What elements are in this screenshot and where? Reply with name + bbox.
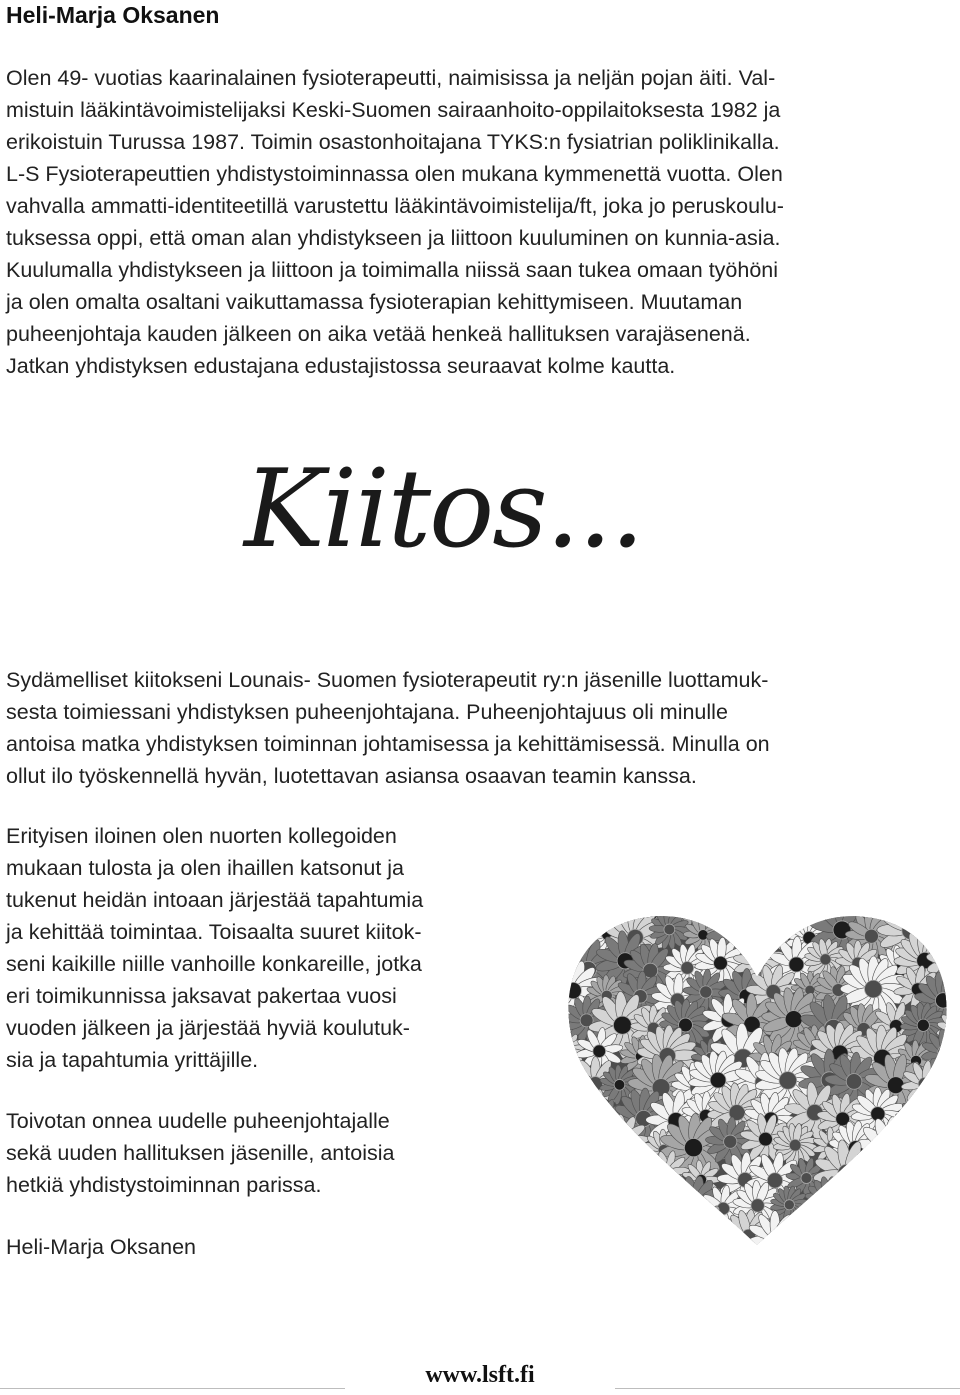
footer-url: www.lsft.fi [425,1362,535,1388]
intro-line: vahvalla ammatti-identiteetillä varustettu lääkintävoimistelija/ft, joka jo peruskoulu- [6,194,784,218]
thanks-line: ollut ilo työskennellä hyvän, luotettavan asiansa osaavan teamin kanssa. [6,764,697,788]
intro-line: Olen 49- vuotias kaarinalainen fysioterapeutti, naimisissa ja neljän pojan äiti. Val- [6,66,776,90]
footer-rule-left [0,1388,345,1389]
intro-line: puheenjohtaja kauden jälkeen on aika vetää henkeä hallituksen varajäsenenä. [6,322,751,346]
flower-heart-image [555,905,960,1250]
kiitos-heading: Kiitos... [244,447,643,572]
intro-paragraph [6,62,784,382]
young-line: ja kehittää toimintaa. Toisaalta suuret kiitok- [6,920,422,944]
footer-rule-right [615,1388,960,1389]
thanks-paragraph [6,664,770,792]
article-title: Heli-Marja Oksanen [6,2,220,28]
young-line: eri toimikunnissa jaksavat pakertaa vuosi [6,984,397,1008]
intro-line: Kuulumalla yhdistykseen ja liittoon ja toimimalla niissä saan tukea omaan työhöni [6,258,779,282]
wish-line: hetkiä yhdistystoiminnan parissa. [6,1173,322,1197]
thanks-line: sesta toimiessani yhdistyksen puheenjohtajana. Puheenjohtajuus oli minulle [6,700,728,724]
signature: Heli-Marja Oksanen [6,1235,196,1259]
thanks-line: antoisa matka yhdistyksen toiminnan johtamisessa ja kehittämisessä. Minulla on [6,732,770,756]
wish-line: Toivotan onnea uudelle puheenjohtajalle [6,1109,390,1133]
young-line: Erityisen iloinen olen nuorten kollegoiden [6,824,397,848]
young-line: vuoden jälkeen ja järjestää hyviä koulutuk- [6,1016,410,1040]
wish-paragraph [6,1105,394,1201]
young-line: mukaan tulosta ja olen ihaillen katsonut ja [6,856,405,880]
intro-line: Jatkan yhdistyksen edustajana edustajistossa seuraavat kolme kautta. [6,354,676,378]
young-line: tukenut heidän intoaan järjestää tapahtumia [6,888,424,912]
young-line: sia ja tapahtumia yrittäjille. [6,1048,259,1072]
flower-heart-icon [555,905,960,1250]
young-colleagues-paragraph [6,820,423,1076]
intro-line: tuksessa oppi, että oman alan yhdistykseen ja liittoon kuuluminen on kunnia-asia. [6,226,781,250]
intro-line: L-S Fysioterapeuttien yhdistystoiminnassa olen mukana kymmenettä vuotta. Olen [6,162,783,186]
thanks-line: Sydämelliset kiitokseni Lounais- Suomen fysioterapeutit ry:n jäsenille luottamuk- [6,668,769,692]
intro-line: erikoistuin Turussa 1987. Toimin osastonhoitajana TYKS:n fysiatrian poliklinikalla. [6,130,780,154]
intro-line: mistuin lääkintävoimistelijaksi Keski-Suomen sairaanhoito-oppilaitoksesta 1982 ja [6,98,781,122]
young-line: seni kaikille niille vanhoille konkareille, jotka [6,952,422,976]
wish-line: sekä uuden hallituksen jäsenille, antoisia [6,1141,395,1165]
intro-line: ja olen omalta osaltani vaikuttamassa fysioterapian kehittymiseen. Muutaman [6,290,743,314]
